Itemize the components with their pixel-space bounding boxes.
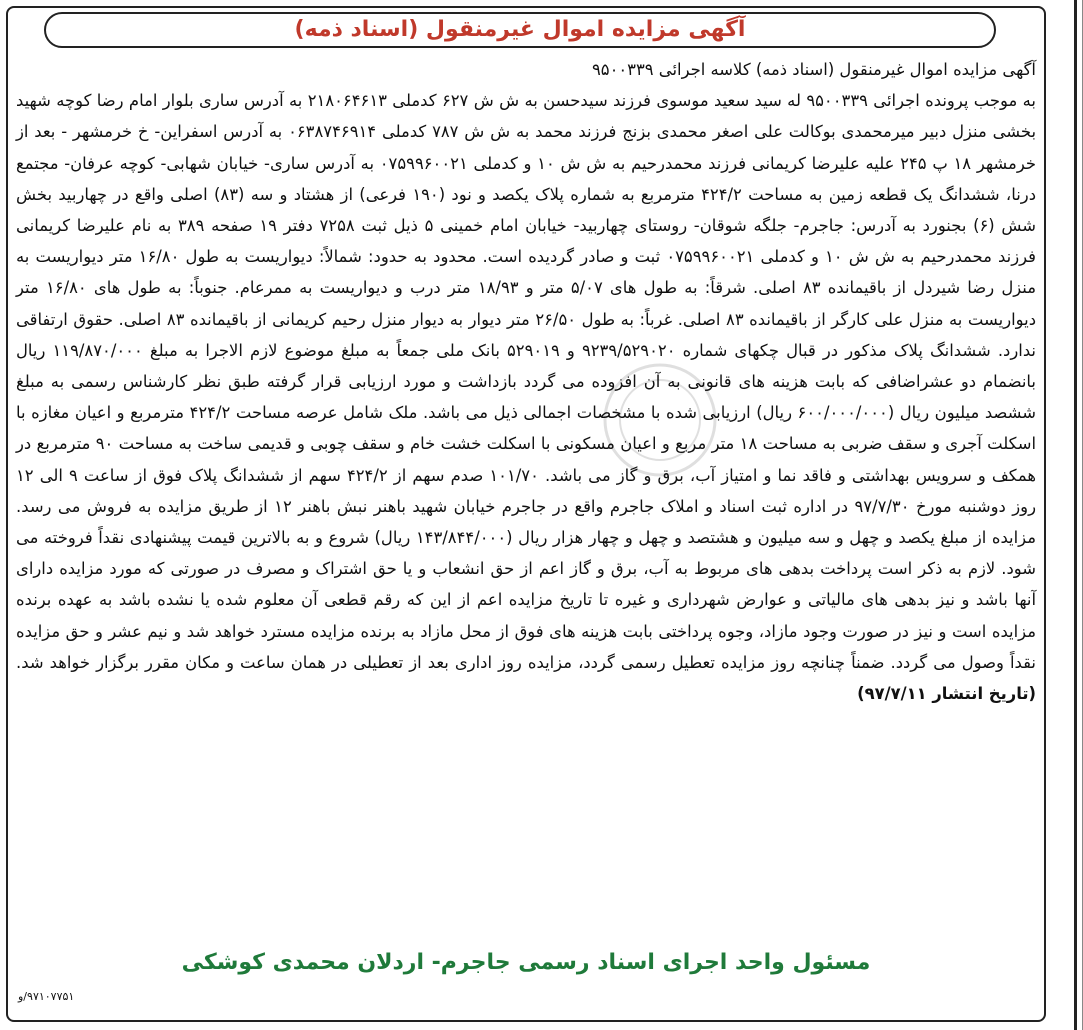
notice-heading: آگهی مزایده اموال غیرمنقول (اسناد ذمه) کلاسه اجرائی ۹۵۰۰۳۳۹ (591, 60, 1036, 79)
publish-date: (تاریخ انتشار ۹۷/۷/۱۱) (857, 684, 1036, 704)
notice-title: آگهی مزایده اموال غیرمنقول (اسناد ذمه) (294, 17, 746, 42)
signature: مسئول واحد اجرای اسناد رسمی جاجرم- اردلان محمدی کوشکی (181, 950, 871, 975)
right-page-rule (1074, 0, 1077, 1030)
notice-body (16, 54, 1036, 709)
notice-code: ۹۷۱۰۷۷۵۱/و (18, 990, 75, 1003)
notice-body-text: به موجب پرونده اجرائی ۹۵۰۰۳۳۹ له سید سعید موسوی فرزند سیدحسن به ش ش ۶۲۷ کدملی ۲۱۸۰۶۴۶۱۳ به آدرس ساری بلوار امام رضا کوچه شهید بخشی منزل دبیر میرمحمدی بوکالت علی اصغر محمدی بزنج فرزند محمد به ش ش ۷۸۷ کدملی ۰۶۳۸۷۴۶۹۱۴ به آدرس اسفراین- خ خرمشهر - بعد از خرمشهر ۱۸ پ ۲۴۵ علیه علیرضا کریمانی فرزند محمدرحیم به ش ش ۱۰ و کدملی ۰۷۵۹۹۶۰۰۲۱ به آدرس ساری- خیابان شهابی- کوچه عرفان- مجتمع درنا، ششدانگ یک قطعه زمین به مساحت ۴۲۴/۲ مترمربع به شماره پلاک یکصد و نود (۱۹۰ فرعی) از هشتاد و سه (۸۳) اصلی واقع در چهاربید بخش شش (۶) بجنورد به آدرس: جاجرم- جلگه شوقان- روستای چهاربید- خیابان امام خمینی ۵ ذیل ثبت ۷۲۵۸ دفتر ۱۹ صفحه ۳۸۹ به نام علیرضا کریمانی فرزند محمدرحیم به ش ش ۱۰ و کدملی ۰۷۵۹۹۶۰۰۲۱ ثبت و صادر گردیده است. محدود به حدود: شمالاً: دیواریست به طول ۱۶/۸۰ متر دیواریست به منزل رضا شیردل از باقیمانده ۸۳ اصلی. شرقاً: به طول های ۵/۰۷ متر و ۱۸/۹۳ متر درب و دیواریست به ممرعام. جنوباً: به طول های ۱۶/۸۰ متر دیواریست به منزل علی کارگر از باقیمانده ۸۳ اصلی. غرباً: به طول ۲۶/۵۰ متر دیوار به دیوار منزل رحیم کریمانی از باقیمانده ۸۳ اصلی. حقوق ارتفاقی ندارد. ششدانگ پلاک مذکور در قبال چکهای شماره ۹۲۳۹/۵۲۹۰۲۰ و ۵۲۹۰۱۹ بانک ملی جمعاً به مبلغ موضوع لازم الاجرا به مبلغ ۱۱۹/۸۷۰/۰۰۰ ریال بانضمام دو عشراضافی که بابت هزینه های قانونی به آن افزوده می گردد بازداشت و مورد ارزیابی قرار گرفته طبق نظر کارشناس رسمی به مبلغ ششصد میلیون ریال (۶۰۰/۰۰۰/۰۰۰ ریال) ارزیابی شده با مشخصات اجمالی ذیل می باشد. ملک شامل عرصه مساحت ۴۲۴/۲ مترمربع و اعیان مغازه با اسکلت آجری و سقف ضربی به مساحت ۱۸ متر مربع و اعیان مسکونی با اسکلت خشت خام و سقف چوبی و قدیمی ساخت به مساحت ۹۰ مترمربع در همکف و سرویس بهداشتی و فاقد نما و امتیاز آب، برق و گاز می باشد. ۱۰۱/۷۰ صدم سهم از ۴۲۴/۲ سهم از ششدانگ پلاک فوق از ساعت ۹ الی ۱۲ روز دوشنبه مورخ ۹۷/۷/۳۰ در اداره ثبت اسناد و املاک جاجرم واقع در جاجرم خیابان شهید باهنر نبش باهنر ۱۲ از طریق مزایده به فروش می رسد. مزایده از مبلغ یکصد و چهل و سه میلیون و هشتصد و چهل و چهار هزار ریال (۱۴۳/۸۴۴/۰۰۰ ریال) شروع و به بالاترین قیمت پیشنهادی نقداً فروخته می شود. لازم به ذکر است پرداخت بدهی های مربوط به آب، برق و گاز اعم از حق انشعاب و یا حق اشتراک و مصرف در صورتی که مورد مزایده دارای آنها باشد و نیز بدهی های مالیاتی و عوارض شهرداری و غیره تا تاریخ مزایده اعم از این که رقم قطعی آن معلوم شده یا نشده باشد به عهده برنده مزایده است و نیز در صورت وجود مازاد، وجوه پرداختی بابت هزینه های فوق از محل مازاد به برنده مزایده مسترد خواهد شد و نیم عشر و حق مزایده نقداً وصول می گردد. ضمناً چنانچه روز مزایده تعطیل رسمی گردد، مزایده روز اداری بعد از تعطیلی در همان ساعت و مکان مقرر برگزار خواهد شد. (16, 91, 1037, 672)
notice-title-box (44, 12, 996, 48)
